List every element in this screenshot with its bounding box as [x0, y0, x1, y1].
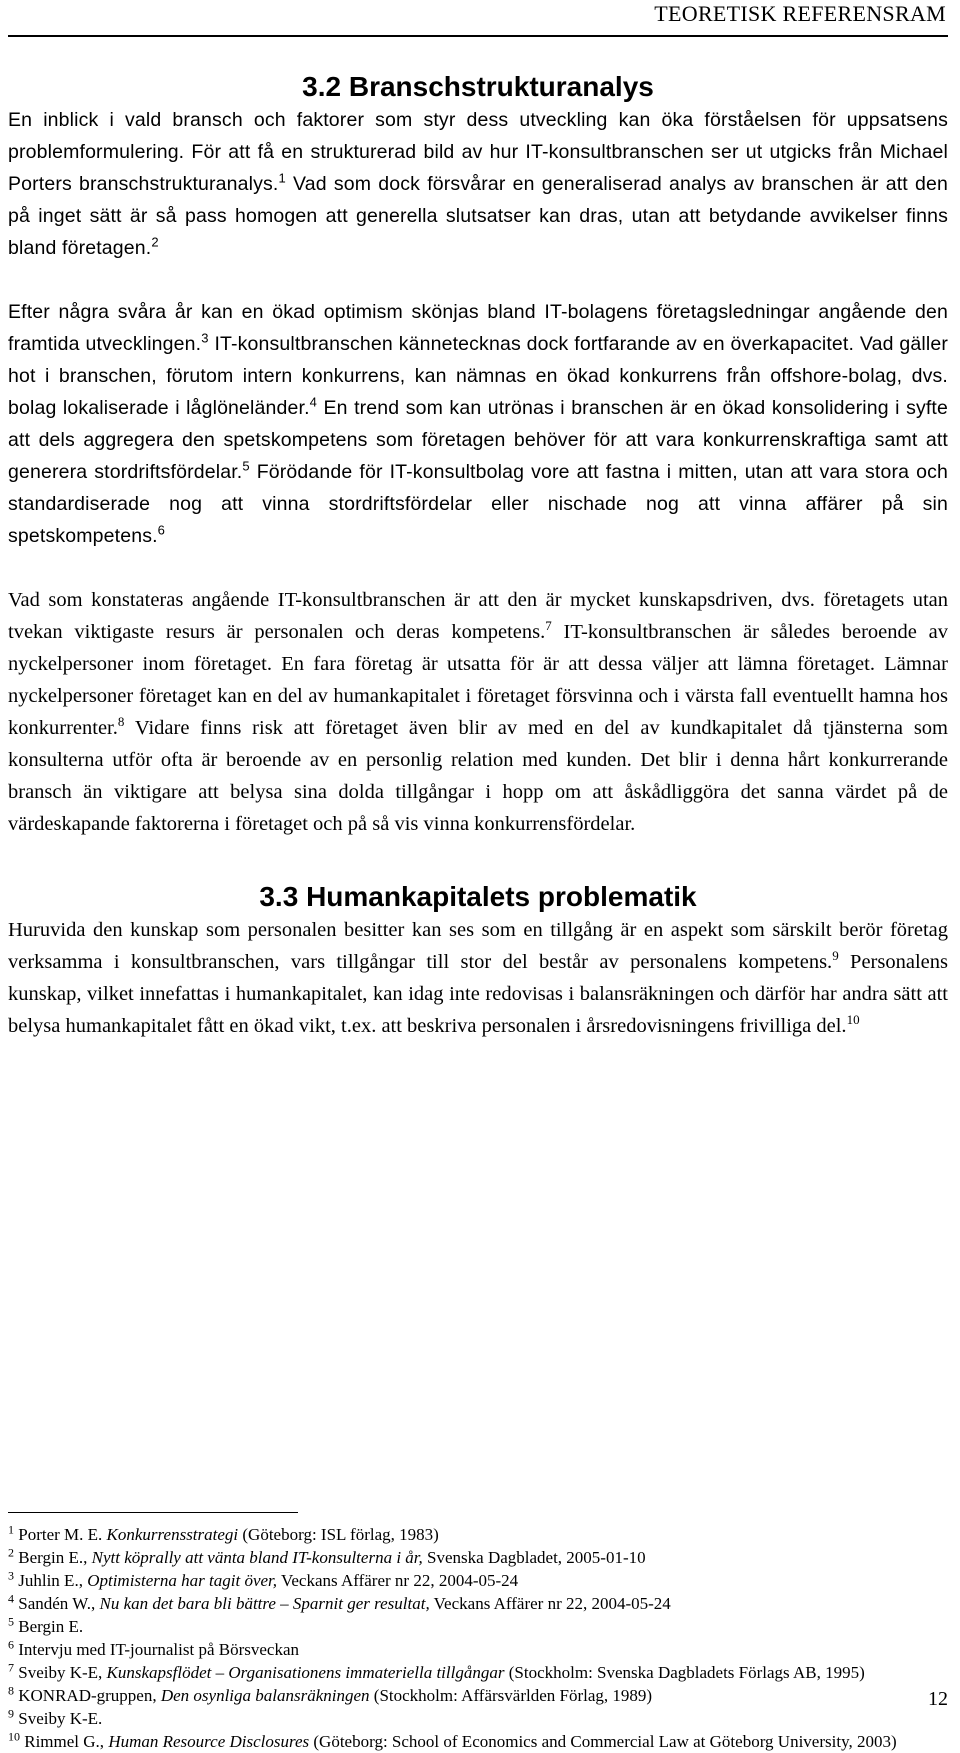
- paragraph-text: Förödande för IT-konsultbolag vore att fastna i mitten, utan att vara stora och standardiserade nog att vinna stordriftsfördelar eller nischade nog att vinna affärer på sin spetskompetens.: [8, 461, 948, 547]
- footnote-title: Den osynliga balansräkningen: [160, 1686, 370, 1705]
- footnote-text: Bergin E.: [18, 1617, 84, 1636]
- footnote-text: Bergin E.,: [18, 1548, 92, 1567]
- paragraph-gap: [8, 264, 948, 296]
- paragraph: [8, 104, 948, 264]
- footnote-ref[interactable]: 3: [201, 330, 209, 346]
- footnote-separator: [8, 1512, 298, 1513]
- footnote-title: Kunskapsflödet – Organisationens immateriella tillgångar: [106, 1663, 505, 1682]
- footnote-ref[interactable]: 9: [832, 948, 839, 964]
- footnote-number: 4: [8, 1591, 14, 1606]
- footnote-ref[interactable]: 2: [151, 234, 159, 250]
- footnote-text: Juhlin E.,: [18, 1571, 88, 1590]
- footnote-text: Intervju med IT-journalist på Börsveckan: [18, 1640, 299, 1659]
- footnote-title: Optimisterna har tagit över,: [87, 1571, 278, 1590]
- footnote-text: Sveiby K-E,: [18, 1663, 107, 1682]
- footnote-text: (Göteborg: ISL förlag, 1983): [238, 1525, 439, 1544]
- footnote-text: Rimmel G.,: [24, 1732, 109, 1751]
- paragraph: [8, 296, 948, 552]
- footnote-ref[interactable]: 1: [278, 170, 286, 186]
- footnote-ref[interactable]: 10: [846, 1012, 860, 1028]
- footnote-title: Human Resource Disclosures: [108, 1732, 310, 1751]
- header-rule: [8, 35, 948, 37]
- footnote-text: Porter M. E.: [18, 1525, 107, 1544]
- paragraph-text: Personalens kunskap, vilket innefattas i humankapitalet, kan idag inte redovisas i balansräkningen och därför har andra sätt att belysa humankapitalet fått en ökad vikt, t.ex. att beskriva personalen i årsredovisningens frivilliga del.: [8, 951, 948, 1037]
- paragraph: [8, 584, 948, 840]
- paragraph-text: En trend som kan utrönas i branschen är en ökad konsolidering i syfte att dels aggregera den spetskompetens som företagen behöver för att vara konkurrenskraftiga samt att generera stordriftsfördelar.: [8, 397, 948, 483]
- paragraph-text: IT-konsultbranschen är således beroende av nyckelpersoner inom företaget. En fara företag är utsatta för är att dessa väljer att lämna företaget. Lämnar nyckelpersoner företaget kan en del av humankapitalet i företaget försvinna och i värsta fall eventuellt hamna hos konkurrenter.: [8, 621, 949, 739]
- paragraph-gap: [8, 552, 948, 584]
- footnote-ref[interactable]: 4: [309, 394, 318, 410]
- paragraph-text: Huruvida den kunskap som personalen besitter kan ses som en tillgång är en aspekt som särskilt berör företag verksamma i konsultbranschen, vars tillgångar till stor del består av personalens kompetens.: [8, 919, 948, 973]
- paragraph-text: IT-konsultbranschen kännetecknas dock fortfarande av en överkapacitet. Vad gäller hot i branschen, förutom intern konkurrens, kan nämnas en ökad konkurrens från offshore-bolag, dvs. bolag lokaliserade i låglöneländer.: [8, 333, 948, 419]
- section-heading-branschstrukturanalys: 3.2 Branschstrukturanalys: [302, 71, 654, 102]
- paragraph-text: Vad som dock försvårar en generaliserad analys av branschen är att den på inget sätt är så pass homogen att generella slutsatser kan dras, utan att betydande avvikelser finns bland företagen.: [8, 173, 948, 259]
- paragraph: [8, 914, 948, 1042]
- paragraph-text: En inblick i vald bransch och faktorer som styr dess utveckling kan öka förståelsen för uppsatsens problemformulering. För att få en strukturerad bild av hur IT-konsultbranschen ser ut utgicks från Michael Porters branschstrukturanalys.: [8, 109, 948, 195]
- footnote: [8, 1661, 908, 1684]
- footnote-number: 2: [8, 1545, 14, 1560]
- footnote: [8, 1684, 908, 1707]
- footnote-number: 7: [8, 1660, 14, 1675]
- footnote-text: Svenska Dagbladet, 2005-01-10: [422, 1548, 646, 1567]
- footnote: [8, 1592, 908, 1615]
- footnote-ref[interactable]: 8: [117, 714, 125, 730]
- page-number: 12: [928, 1688, 948, 1710]
- footnote-number: 3: [8, 1568, 14, 1583]
- footnote: [8, 1523, 908, 1546]
- main-content: [8, 70, 948, 1042]
- footnote-number: 8: [8, 1683, 14, 1698]
- footnote-text: (Stockholm: Svenska Dagbladets Förlags AB, 1995): [504, 1663, 865, 1682]
- footnote-text: Sandén W.,: [18, 1594, 100, 1613]
- footnote-number: 9: [8, 1706, 14, 1721]
- footnote-text: Veckans Affärer nr 22, 2004-05-24: [277, 1571, 519, 1590]
- footnote-text: (Göteborg: School of Economics and Commercial Law at Göteborg University, 2003): [309, 1732, 897, 1751]
- footnote-ref[interactable]: 6: [157, 522, 166, 538]
- paragraph-text: Efter några svåra år kan en ökad optimism skönjas bland IT-bolagens företagsledningar angående den framtida utvecklingen.: [8, 301, 948, 355]
- paragraph-text: Vidare finns risk att företaget även blir av med en del av kundkapitalet då tjänsterna som konsulterna utför ofta är beroende av en personlig relation med kunden. Det blir i denna hårt konkurrerande bransch än viktigare att belysa sina dolda tillgångar i hopp om att åskådliggöra det sanna värdet på de värdeskapande faktorerna i företaget och på så vis vinna konkurrensfördelar.: [8, 717, 948, 835]
- footnote-ref[interactable]: 7: [545, 618, 552, 634]
- footnote-ref[interactable]: 5: [242, 458, 250, 474]
- footnote-number: 5: [8, 1614, 14, 1629]
- footnote: [8, 1569, 908, 1592]
- footnote-text: KONRAD-gruppen,: [18, 1686, 161, 1705]
- footnote-number: 6: [8, 1637, 14, 1652]
- footnote-number: 10: [8, 1729, 20, 1744]
- footnote-text: Veckans Affärer nr 22, 2004-05-24: [429, 1594, 671, 1613]
- footnote-title: Nytt köprally att vänta bland IT-konsulterna i år,: [91, 1548, 423, 1567]
- footnote: [8, 1615, 908, 1638]
- paragraph-text: Vad som konstateras angående IT-konsultbranschen är att den är mycket kunskapsdriven, dvs. företagets utan tvekan viktigaste resurs är personalen och deras kompetens.: [8, 589, 948, 643]
- footnote: [8, 1730, 908, 1753]
- footnote: [8, 1638, 908, 1661]
- section-heading-humankapitalets-problematik: 3.3 Humankapitalets problematik: [259, 881, 697, 912]
- footnote-title: Nu kan det bara bli bättre – Sparnit ger resultat,: [99, 1594, 430, 1613]
- footnote-title: Konkurrensstrategi: [106, 1525, 239, 1544]
- running-header: TEORETISK REFERENSRAM: [654, 1, 946, 26]
- footnote: [8, 1546, 908, 1569]
- footnote-text: Sveiby K-E.: [18, 1709, 103, 1728]
- footnote-number: 1: [8, 1522, 14, 1537]
- footnote-text: (Stockholm: Affärsvärlden Förlag, 1989): [369, 1686, 653, 1705]
